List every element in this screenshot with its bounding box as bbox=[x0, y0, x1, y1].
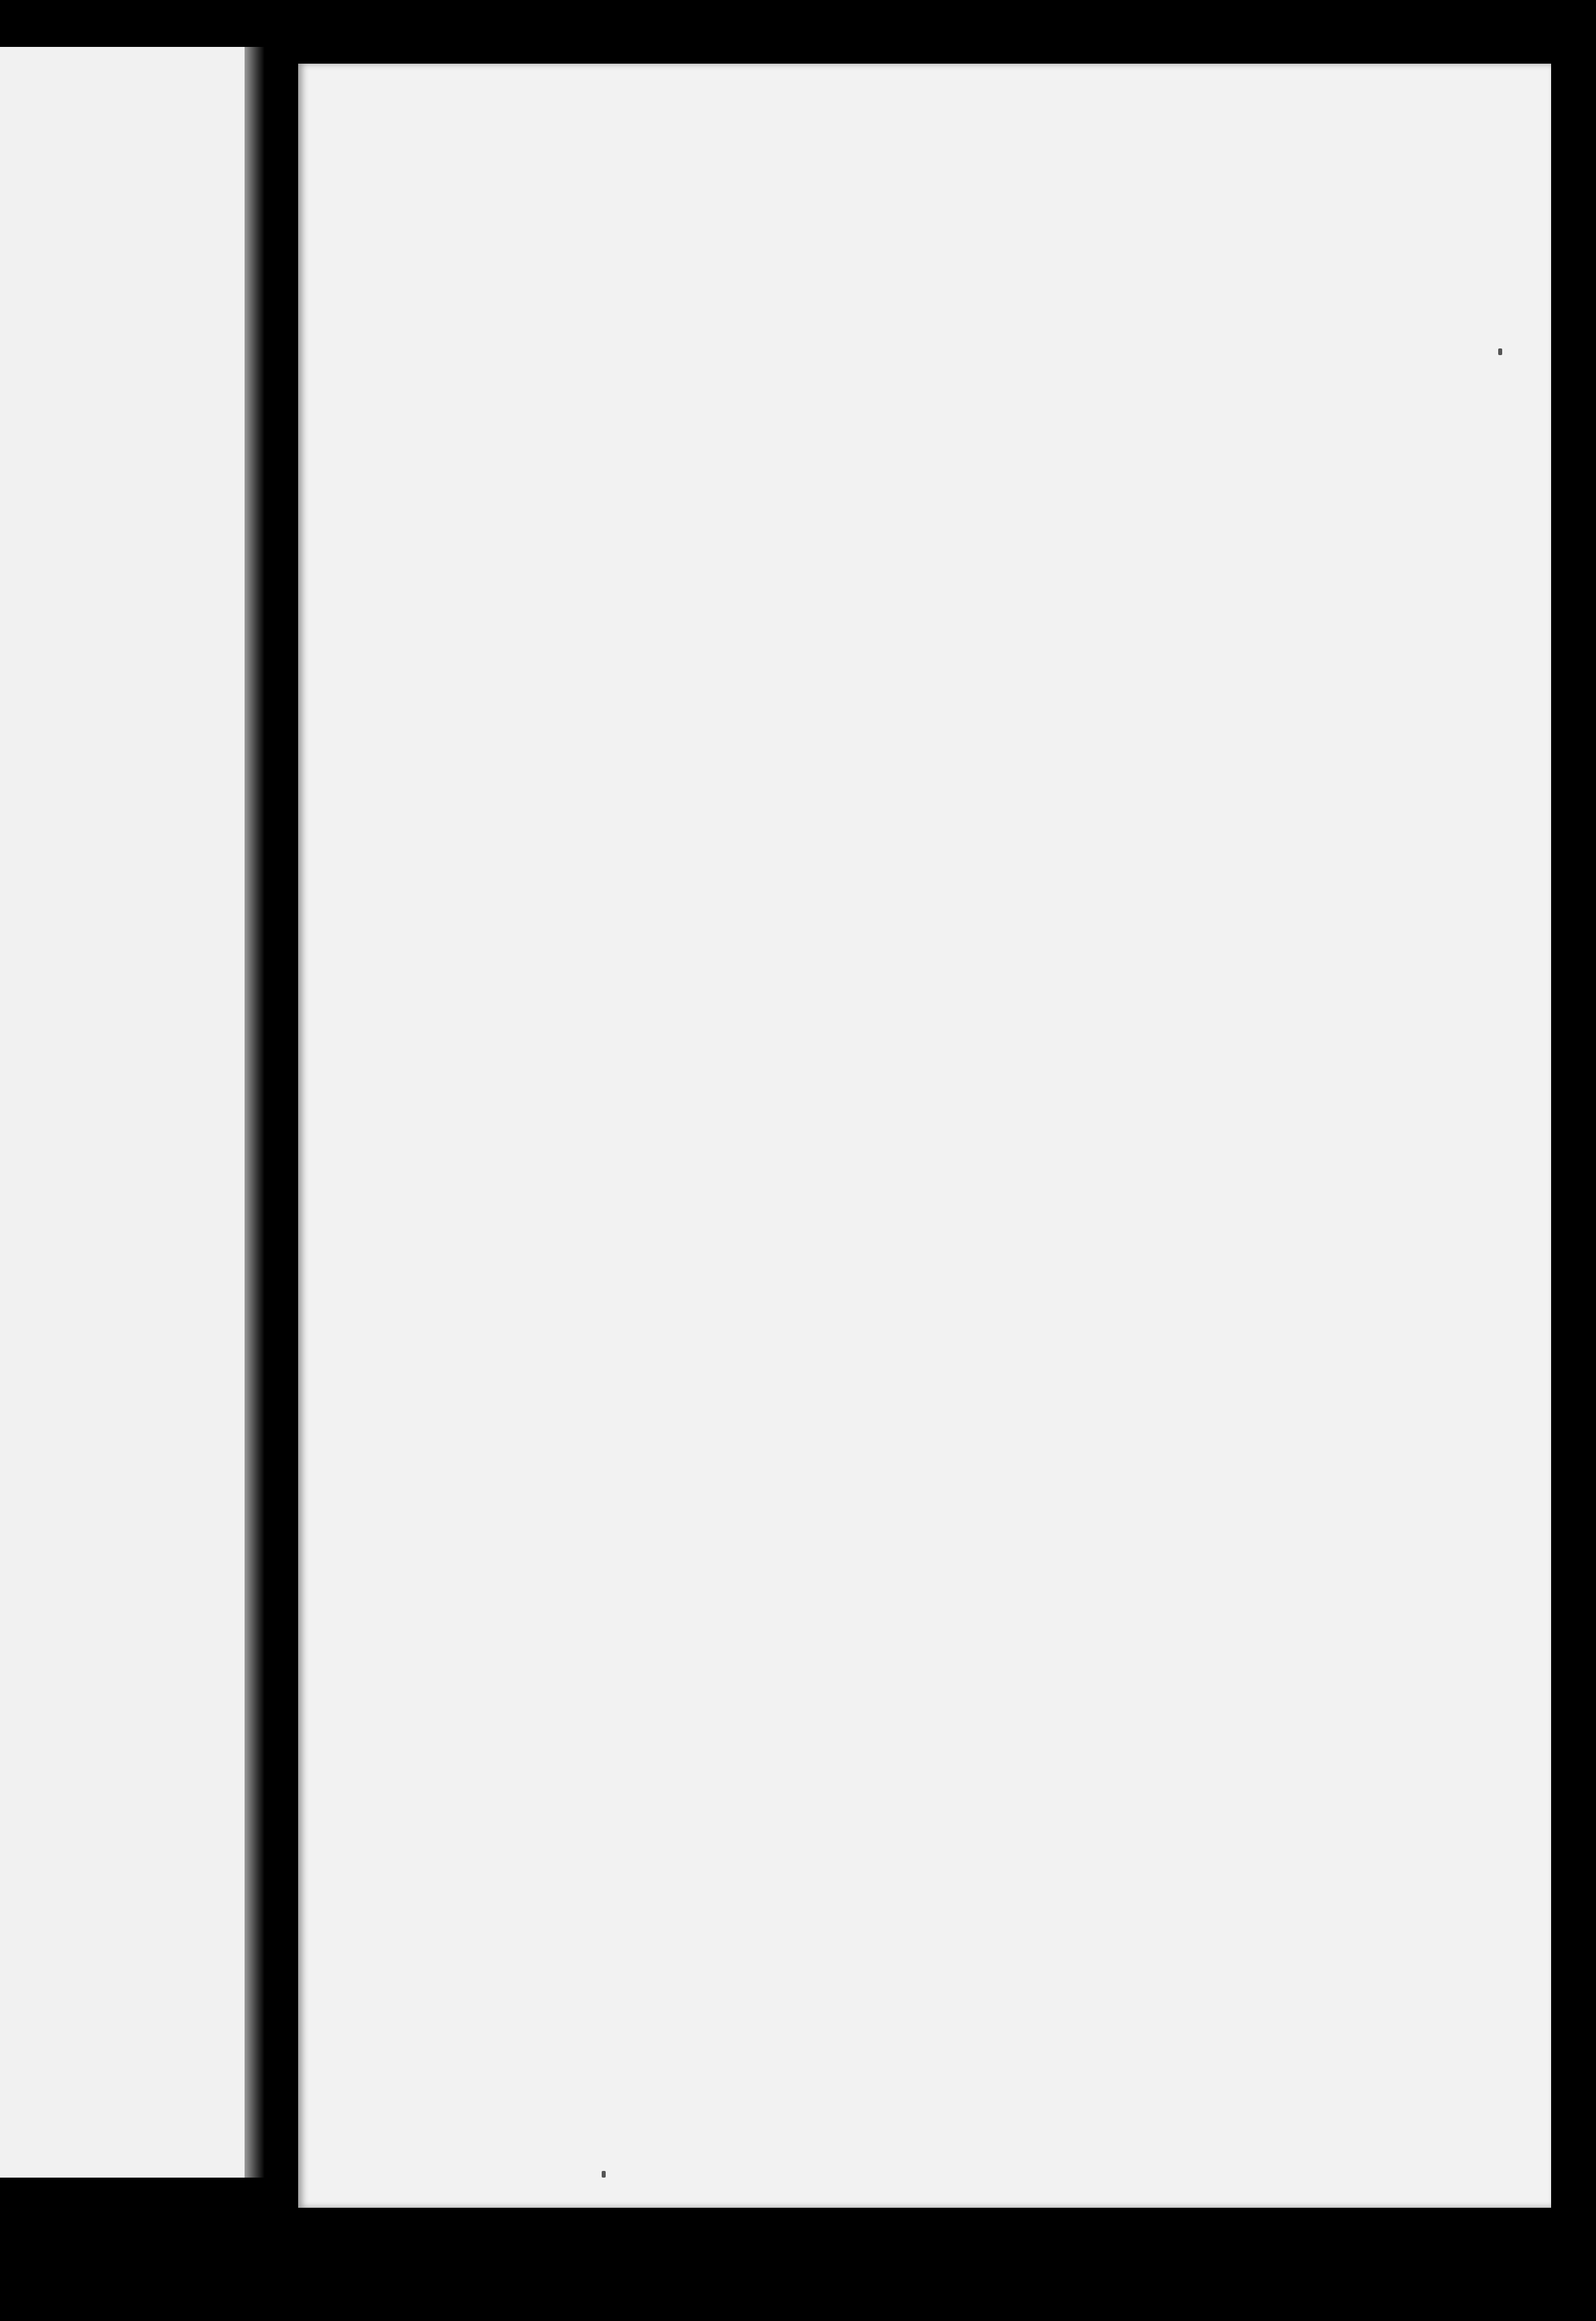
right-page bbox=[298, 64, 1551, 2208]
left-page bbox=[0, 47, 245, 2178]
page-speck bbox=[602, 2171, 606, 2178]
page-speck bbox=[1498, 348, 1502, 355]
page-gutter bbox=[245, 47, 265, 2178]
